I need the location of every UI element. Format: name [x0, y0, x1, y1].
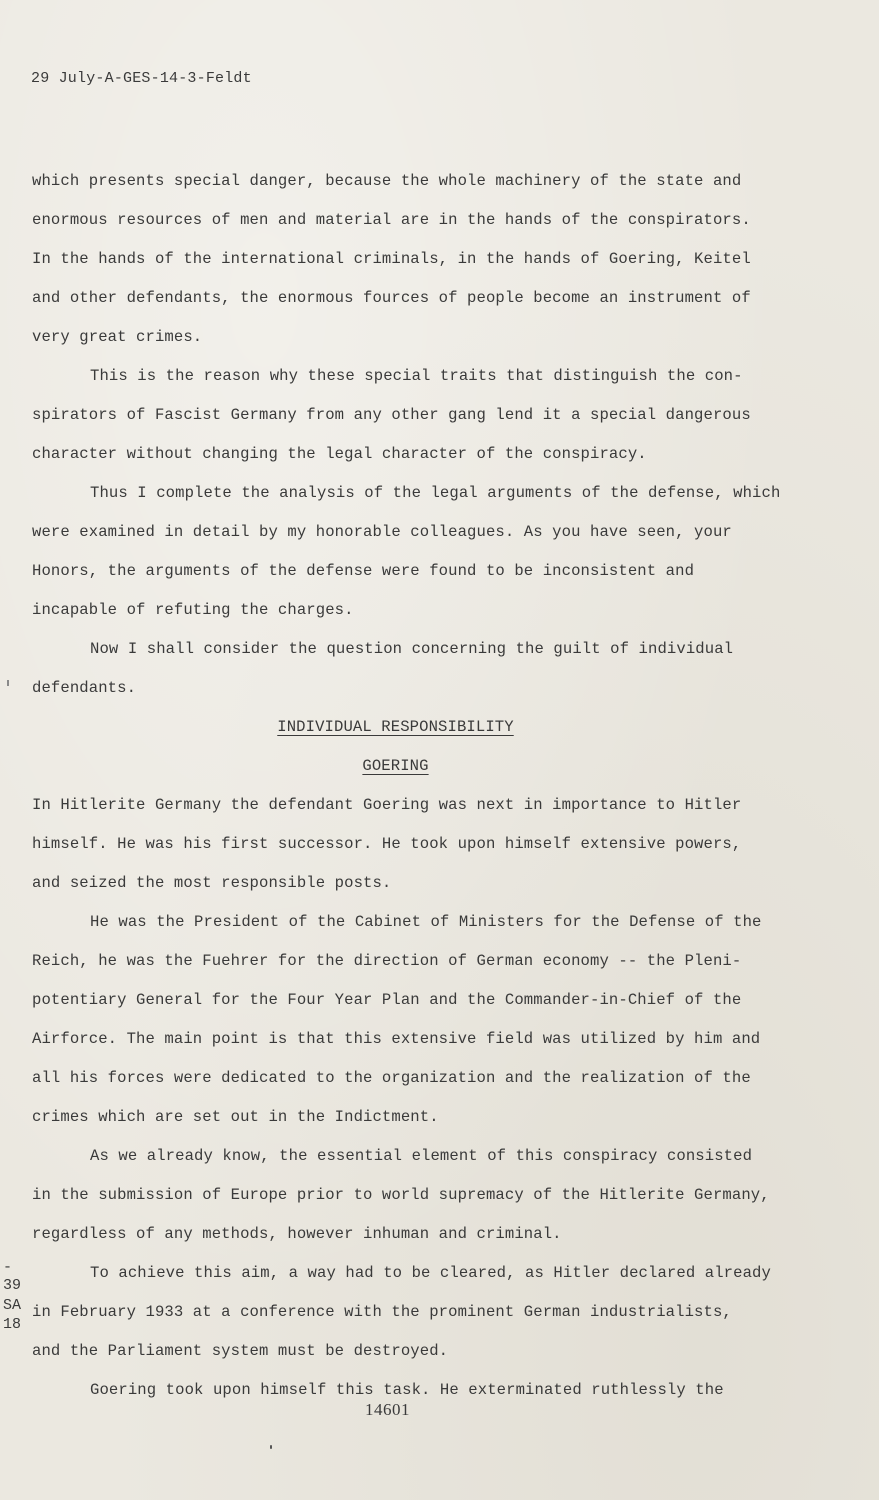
text-line: very great crimes. [32, 328, 203, 346]
subsection-heading [32, 747, 759, 786]
subsection-heading-text: GOERING [362, 757, 429, 775]
margin-note-number: 18 [3, 1316, 22, 1333]
ink-speck [270, 1445, 272, 1449]
text-line: regardless of any methods, however inhuman and criminal. [32, 1225, 562, 1243]
margin-note-dash: - [3, 1259, 13, 1276]
text-line: character without changing the legal character of the conspiracy. [32, 445, 647, 463]
section-heading [32, 708, 759, 747]
text-line: enormous resources of men and material are in the hands of the conspirators. [32, 211, 751, 229]
text-line: Now I shall consider the question concerning the guilt of individual [90, 640, 734, 658]
text-line: Honors, the arguments of the defense were found to be inconsistent and [32, 562, 695, 580]
text-line: all his forces were dedicated to the organization and the realization of the [32, 1069, 751, 1087]
text-line: in February 1933 at a conference with the prominent German industrialists, [32, 1303, 732, 1321]
text-line: which presents special danger, because the whole machinery of the state and [32, 172, 742, 190]
text-line: To achieve this aim, a way had to be cleared, as Hitler declared already [90, 1264, 771, 1282]
margin-note-number: 39 [3, 1277, 22, 1294]
text-line: As we already know, the essential element of this conspiracy consisted [90, 1147, 753, 1165]
text-line: Airforce. The main point is that this extensive field was utilized by him and [32, 1030, 761, 1048]
margin-note-code: SA [3, 1297, 22, 1314]
text-line: Thus I complete the analysis of the legal arguments of the defense, which [90, 484, 781, 502]
text-line: and other defendants, the enormous fources of people become an instrument of [32, 289, 751, 307]
text-line: spirators of Fascist Germany from any other gang lend it a special dangerous [32, 406, 751, 424]
text-line: crimes which are set out in the Indictment. [32, 1108, 439, 1126]
text-line: In Hitlerite Germany the defendant Goering was next in importance to Hitler [32, 796, 742, 814]
text-line: were examined in detail by my honorable colleagues. As you have seen, your [32, 523, 732, 541]
document-header: 29 July-A-GES-14-3-Feldt [31, 70, 252, 87]
text-line: in the submission of Europe prior to world supremacy of the Hitlerite Germany, [32, 1186, 770, 1204]
section-heading-text: INDIVIDUAL RESPONSIBILITY [277, 718, 514, 736]
text-line: This is the reason why these special traits that distinguish the con- [90, 367, 743, 385]
text-line: incapable of refuting the charges. [32, 601, 354, 619]
text-line: Goering took upon himself this task. He exterminated ruthlessly the [90, 1381, 724, 1399]
margin-mark [7, 680, 9, 686]
text-line: In the hands of the international criminals, in the hands of Goering, Keitel [32, 250, 751, 268]
text-line: and seized the most responsible posts. [32, 874, 392, 892]
text-line: Reich, he was the Fuehrer for the direction of German economy -- the Pleni- [32, 952, 742, 970]
document-body [32, 162, 802, 1410]
text-line: potentiary General for the Four Year Plan and the Commander-in-Chief of the [32, 991, 742, 1009]
text-line: and the Parliament system must be destroyed. [32, 1342, 449, 1360]
text-line: himself. He was his first successor. He took upon himself extensive powers, [32, 835, 742, 853]
text-line: He was the President of the Cabinet of Ministers for the Defense of the [90, 913, 762, 931]
page-number: 14601 [365, 1400, 410, 1419]
text-line: defendants. [32, 679, 137, 697]
